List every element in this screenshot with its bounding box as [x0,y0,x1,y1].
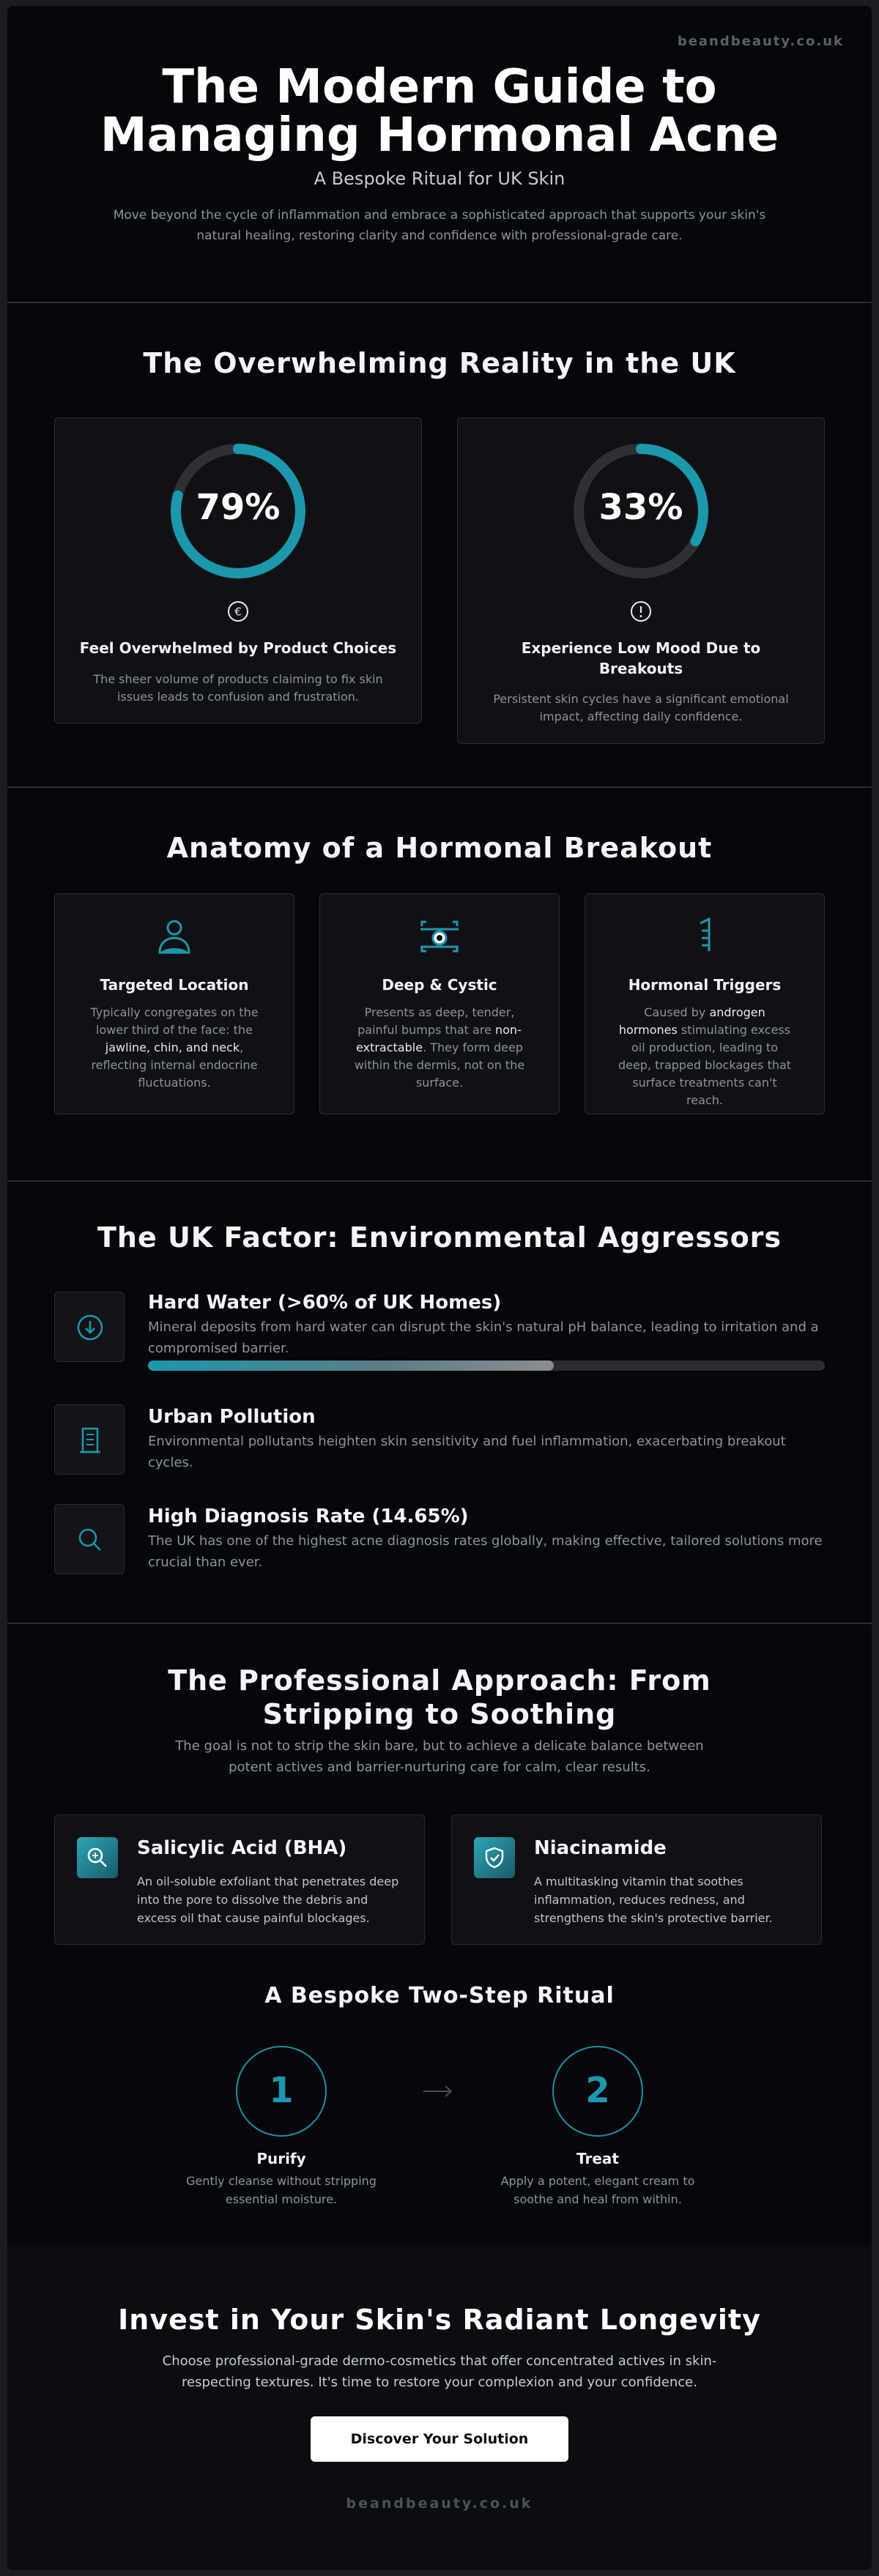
progress-fill [148,1360,554,1371]
active-card-niacinamide [451,1814,822,1945]
factor-description: Mineral deposits from hard water can disrupt the skin's natural pH balance, leading to irritation and a compromised barrier. [148,1319,819,1356]
city-building-icon [75,1426,105,1455]
card-description: Typically congregates on the lower third of the face: the jawline, chin, and neck, reflecting internal endocrine fluctuations. [90,1005,259,1090]
step-number-circle: 2 [552,2046,643,2137]
stat-card-low-mood [457,417,825,744]
factor-description: The UK has one of the highest acne diagnosis rates globally, making effective, tailored solutions more crucial than ever. [148,1533,823,1570]
stat-card-overwhelmed [54,417,422,723]
factor-title: Hard Water (>60% of UK Homes) [148,1292,502,1314]
active-description: A multitasking vitamin that soothes inflammation, reduces redness, and strengthens the skin's protective barrier. [534,1875,773,1925]
water-drop-arrow-icon [75,1313,105,1342]
stat-description: The sheer volume of products claiming to fix skin issues leads to confusion and frustration. [93,672,383,704]
page-subtitle: A Bespoke Ritual for UK Skin [314,168,565,189]
reality-section [7,303,872,788]
ritual-title: A Bespoke Two-Step Ritual [264,1983,615,2009]
factor-icon-box [54,1504,125,1574]
magnifier-plus-icon [86,1846,109,1869]
cta-description: Choose professional-grade dermo-cosmetics that offer concentrated actives in skin-respecting textures. It's time to restore your complexion and your confidence. [162,2353,717,2390]
step-description: Gently cleanse without stripping essential moisture. [186,2174,377,2206]
factor-icon-box [54,1404,125,1475]
hard-water-progress-bar [148,1360,825,1371]
factor-icon-box [54,1292,125,1362]
brand-watermark: beandbeauty.co.uk [677,34,844,49]
active-description: An oil-soluble exfoliant that penetrates deep into the pore to dissolve the debris and excess oil that cause painful blockages. [137,1875,399,1925]
active-title: Niacinamide [534,1837,667,1859]
factor-title: High Diagnosis Rate (14.65%) [148,1505,469,1527]
active-card-salicylic [54,1814,425,1945]
skin-layers-icon [418,915,461,958]
step-title: Purify [256,2150,306,2167]
cta-section [7,2245,872,2570]
progress-ring [168,442,308,581]
infographic-page [7,6,872,2570]
anatomy-card-location [54,893,294,1114]
stat-title: Experience Low Mood Due to Breakouts [521,639,761,677]
step-description: Apply a potent, elegant cream to soothe and heal from within. [500,2174,695,2206]
svg-text:€: € [234,605,242,619]
stat-title: Feel Overwhelmed by Product Choices [79,639,397,657]
active-title: Salicylic Acid (BHA) [137,1837,347,1859]
card-description: Presents as deep, tender, painful bumps that are non-extractable. They form deep within the dermis, not on the surface. [354,1005,525,1090]
stat-percent: 33% [598,487,683,528]
stat-description: Persistent skin cycles have a significant emotional impact, affecting daily confidence. [493,692,789,723]
euro-coin-icon [226,600,250,623]
step-title: Treat [576,2150,619,2167]
intro-text: Move beyond the cycle of inflammation and embrace a sophisticated approach that supports your skin's natural healing, restoring clarity and confidence with professional-grade care. [113,208,766,243]
page-title: The Modern Guide to Managing Hormonal Acne [100,60,779,163]
anatomy-card-cystic [319,893,560,1114]
face-profile-icon [152,915,196,958]
alert-circle-icon [629,600,653,623]
section-description: The goal is not to strip the skin bare, but to achieve a delicate balance between potent actives and barrier-nurturing care for calm, clear results. [175,1738,704,1775]
anatomy-card-triggers [585,893,825,1114]
section-title: The Overwhelming Reality in the UK [143,347,736,379]
discover-solution-button[interactable]: Discover Your Solution [311,2416,568,2462]
card-title: Targeted Location [100,976,249,994]
card-title: Hormonal Triggers [628,976,782,994]
card-description: Caused by androgen hormones stimulating excess oil production, leading to deep, trapped blockages that surface treatments can't reach. [617,1005,792,1107]
magnifier-icon [75,1525,105,1555]
cta-title: Invest in Your Skin's Radiant Longevity [118,2304,761,2336]
factor-title: Urban Pollution [148,1406,316,1428]
shield-check-icon [483,1846,506,1869]
active-icon-box [77,1837,118,1878]
section-title: The Professional Approach: From Stripping to Soothing [168,1664,711,1730]
stat-percent: 79% [196,487,281,528]
arrow-right-icon [422,2082,454,2100]
footer-brand: beandbeauty.co.uk [346,2495,533,2512]
section-title: The UK Factor: Environmental Aggressors [97,1221,782,1254]
progress-ring [571,442,711,581]
step-number-circle: 1 [236,2046,327,2137]
hormone-chart-icon [683,915,727,958]
card-title: Deep & Cystic [382,976,497,994]
factor-description: Environmental pollutants heighten skin sensitivity and fuel inflammation, exacerbating breakout cycles. [148,1434,786,1470]
active-icon-box [474,1837,515,1878]
section-title: Anatomy of a Hormonal Breakout [166,832,713,864]
hero-section [7,6,872,303]
